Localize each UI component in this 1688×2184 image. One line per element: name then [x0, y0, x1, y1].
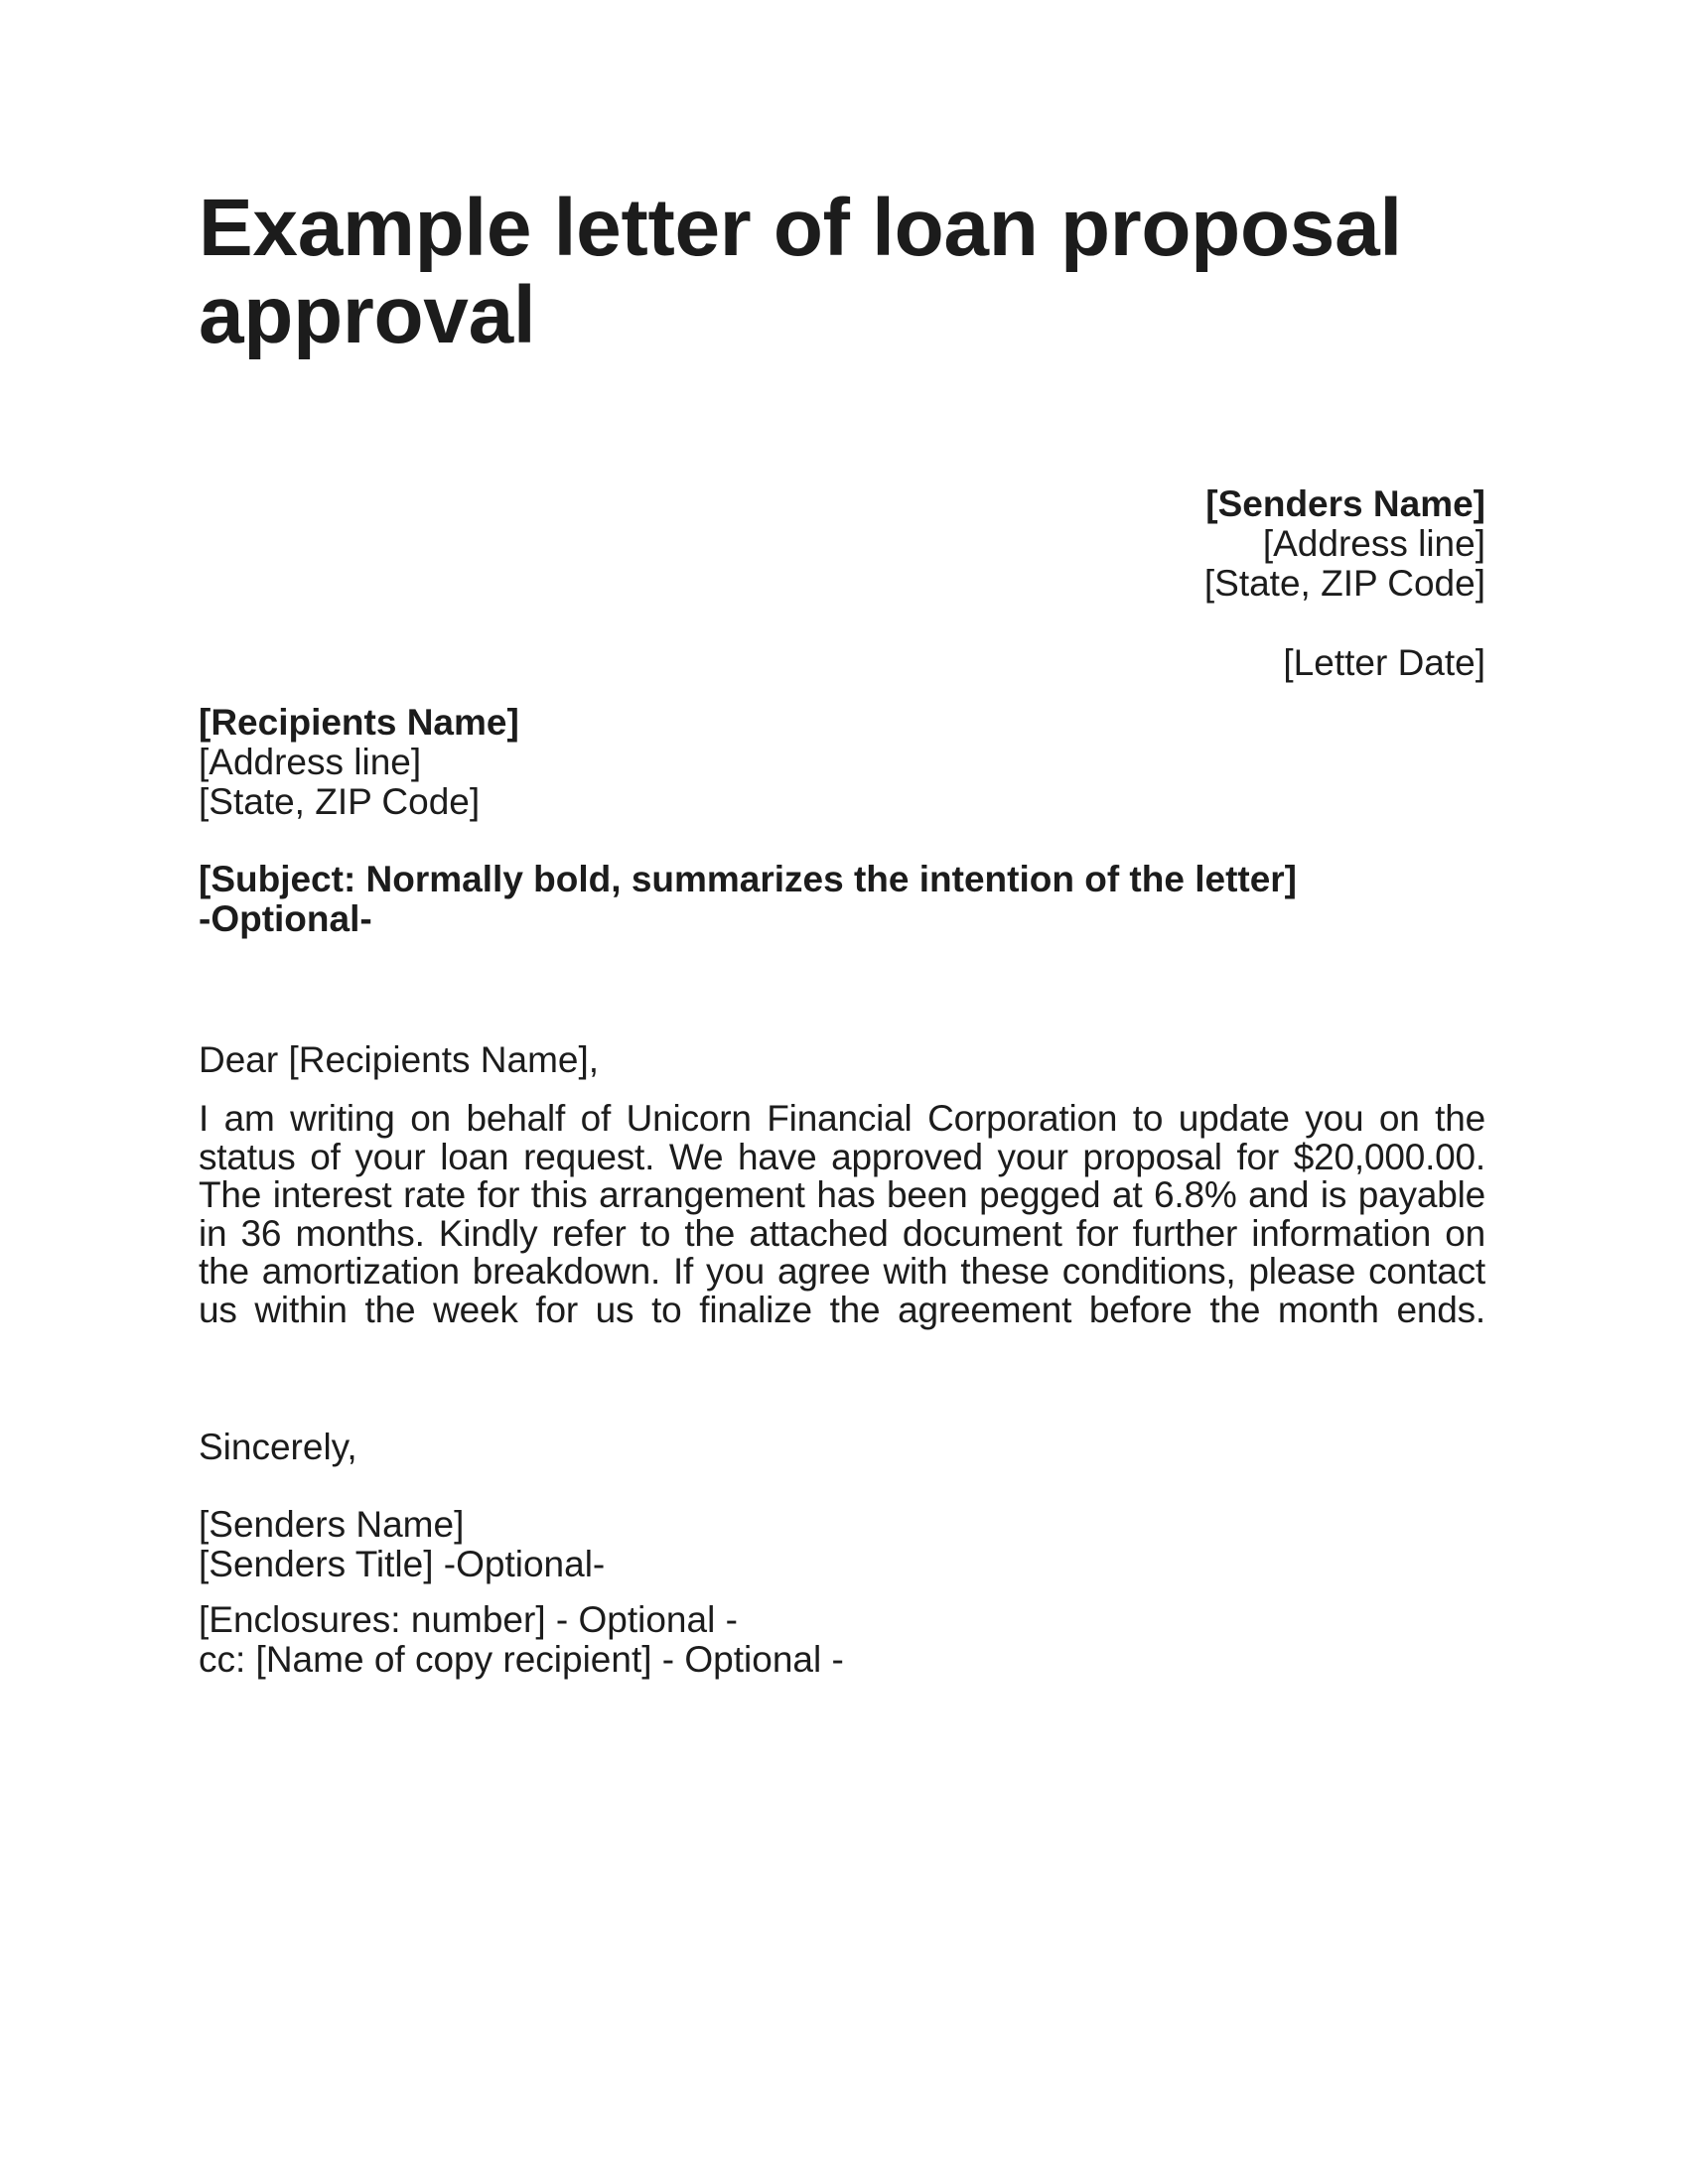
sender-state-zip: [State, ZIP Code]	[1203, 563, 1485, 604]
recipient-address-block	[199, 703, 1485, 822]
cc-line: cc: [Name of copy recipient] - Optional -	[199, 1639, 844, 1680]
closing: Sincerely,	[199, 1427, 357, 1467]
sender-address-block	[592, 484, 1485, 604]
subject-optional-note: -Optional-	[199, 898, 372, 939]
recipient-state-zip: [State, ZIP Code]	[199, 781, 481, 822]
signature-title: [Senders Title] -Optional-	[199, 1544, 606, 1584]
enclosures-line: [Enclosures: number] - Optional -	[199, 1599, 738, 1640]
sender-name: [Senders Name]	[1205, 483, 1485, 524]
recipient-name: [Recipients Name]	[199, 702, 519, 743]
sender-address-line: [Address line]	[1262, 523, 1485, 564]
signature-block	[199, 1505, 1485, 1584]
subject-block	[199, 860, 1485, 939]
subject-line: [Subject: Normally bold, summarizes the intention of the letter]	[199, 859, 1298, 899]
enclosure-block	[199, 1600, 1485, 1680]
letter-date: [Letter Date]	[1283, 642, 1485, 683]
recipient-address-line: [Address line]	[199, 742, 422, 782]
document-title: Example letter of loan proposal approval	[199, 183, 1402, 360]
signature-name: [Senders Name]	[199, 1504, 465, 1545]
letter-body: I am writing on behalf of Unicorn Financial Corporation to update you on the status of your loan request. We have approved your proposal for $20,000.00. The interest rate for this arrangement has been pegged at 6.8% and is payable in 36 months. Kindly refer to the attached document for further information on the amortization breakdown. If you agree with these conditions, please contact us within the week for us to finalize the agreement before the month ends.	[199, 1098, 1485, 1330]
salutation: Dear [Recipients Name],	[199, 1039, 600, 1080]
